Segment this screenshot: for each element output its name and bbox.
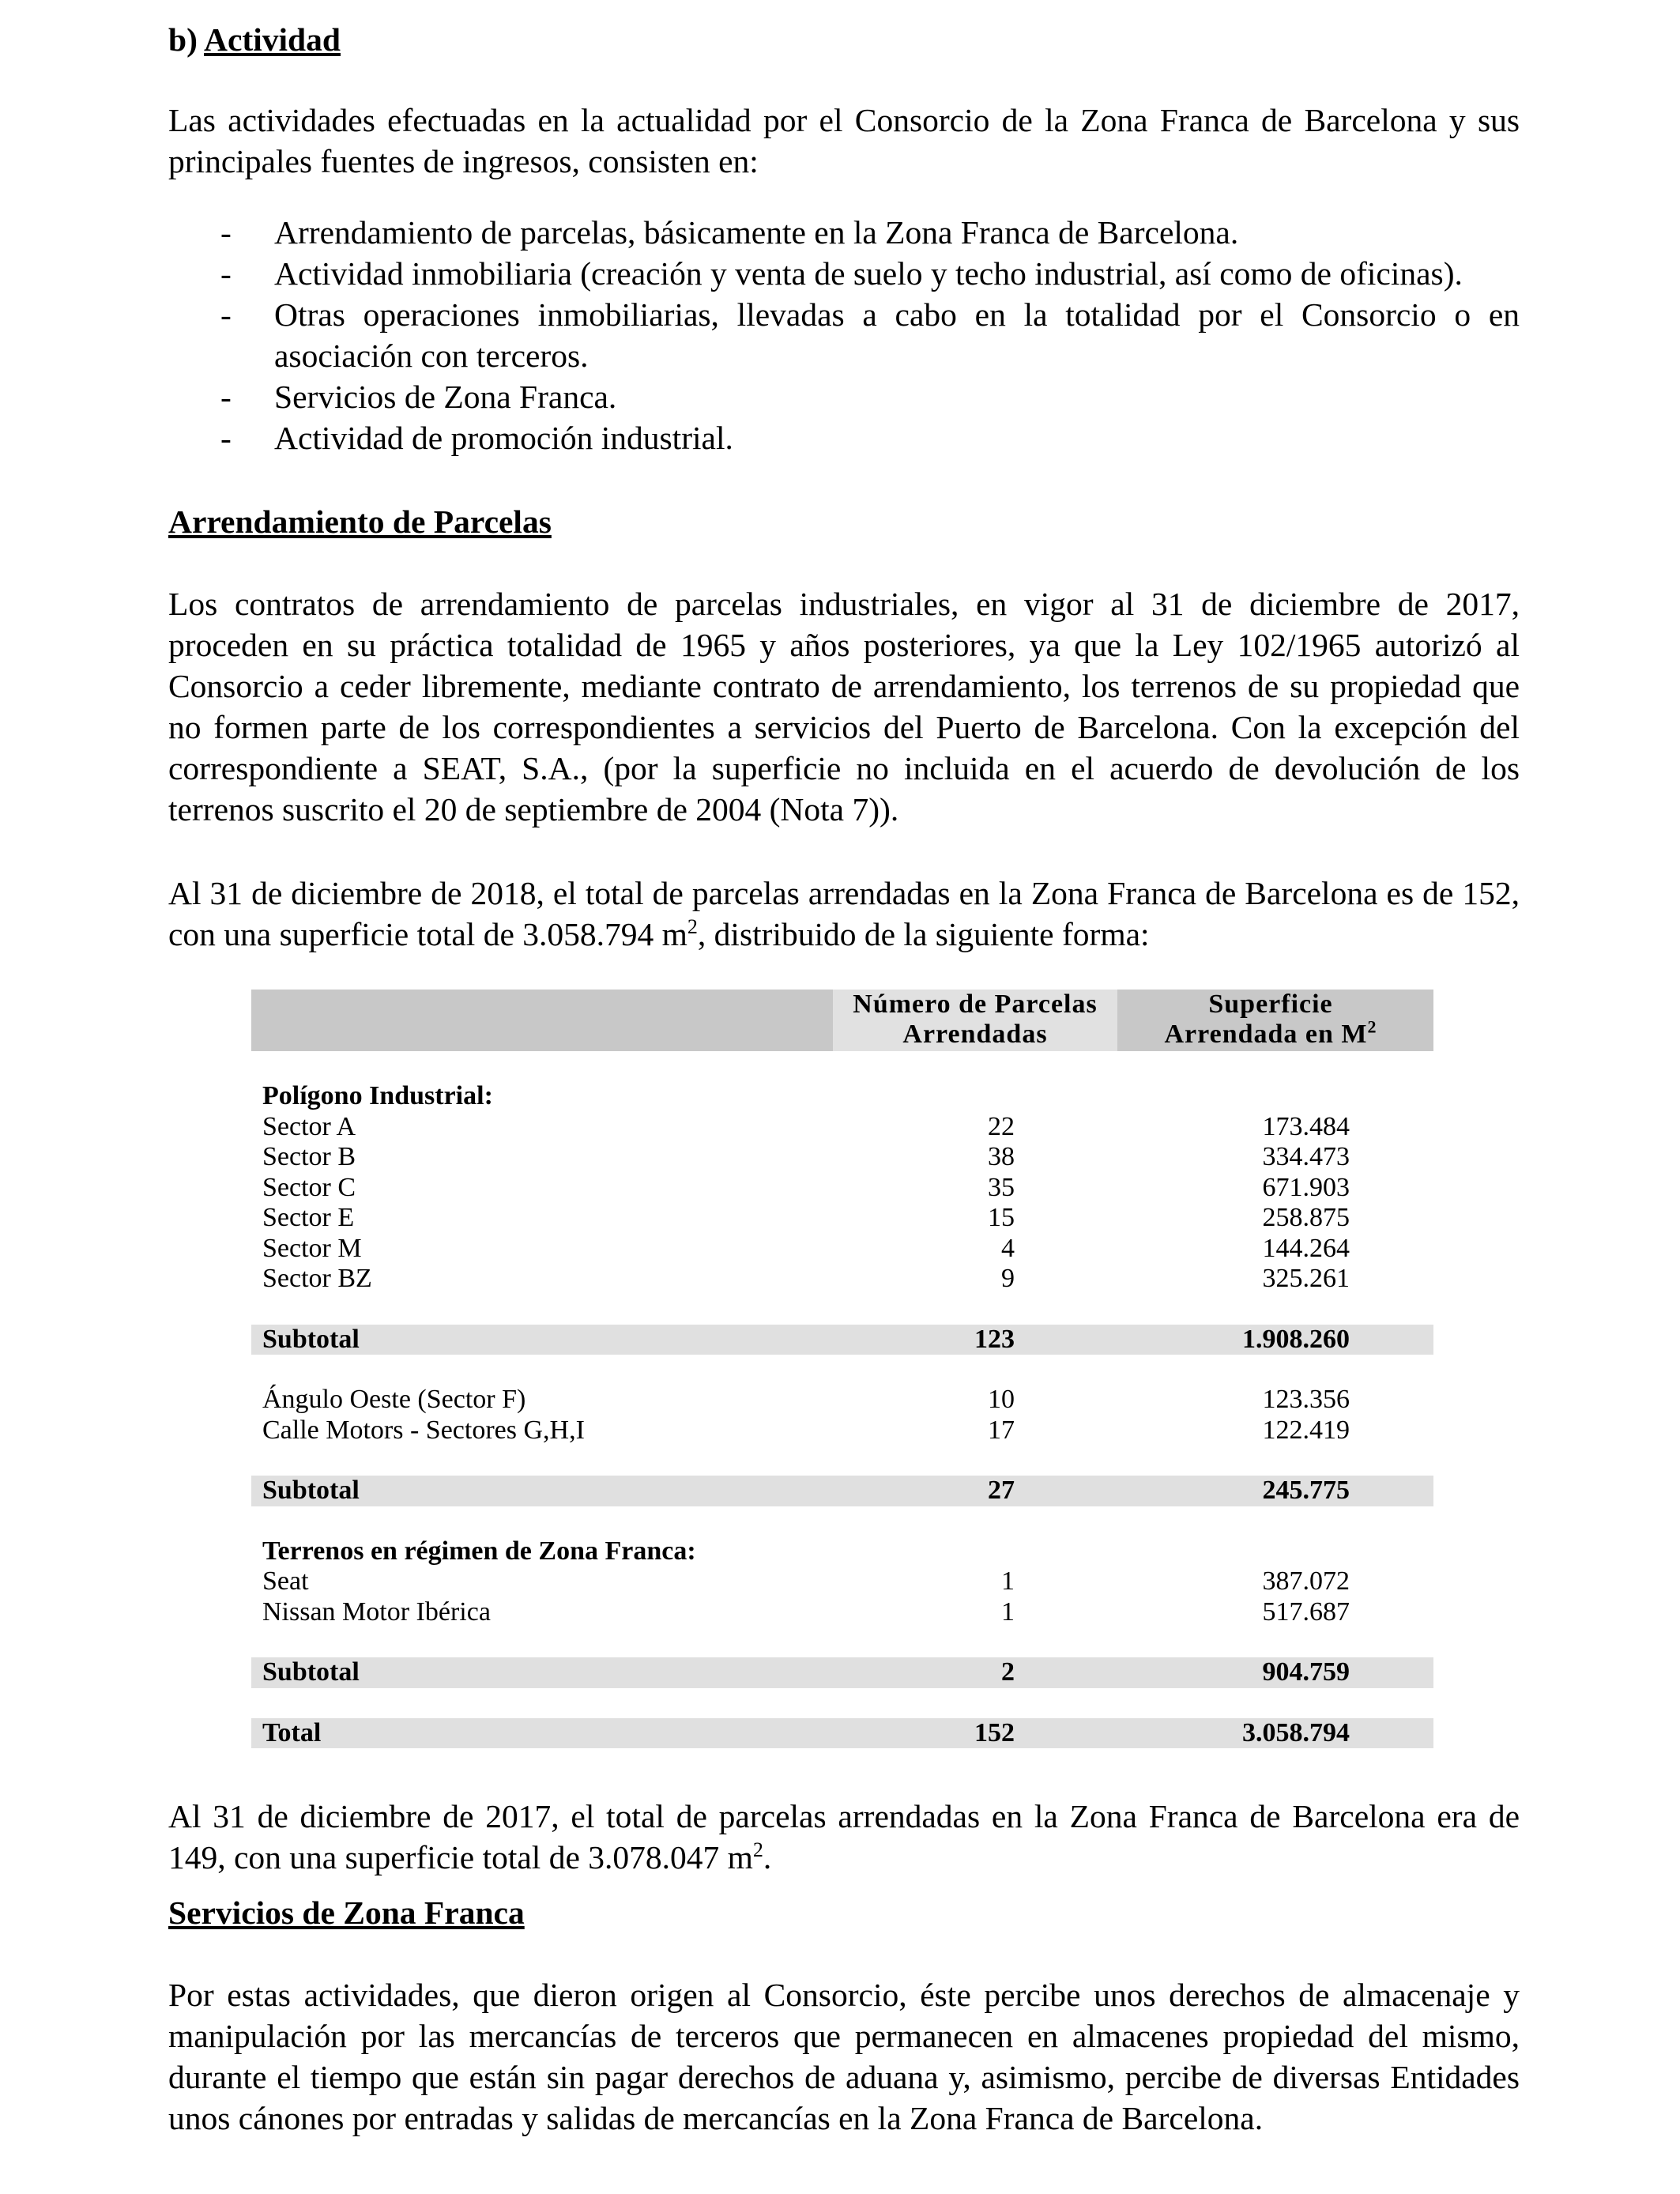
subtotal-row bbox=[251, 1657, 1433, 1688]
header-col2-line1: Superficie bbox=[1208, 990, 1333, 1019]
row-parcelas: 35 bbox=[988, 1172, 1015, 1202]
row-superficie: 334.473 bbox=[1262, 1142, 1350, 1171]
row-superficie: 123.356 bbox=[1262, 1385, 1350, 1414]
superscript: 2 bbox=[1367, 1016, 1377, 1037]
subtotal-row bbox=[251, 1476, 1433, 1506]
group-title: Terrenos en régimen de Zona Franca: bbox=[262, 1536, 696, 1566]
list-item: - Servicios de Zona Franca. bbox=[168, 376, 1520, 417]
list-item: - Actividad inmobiliaria (creación y venta de suelo y techo industrial, así como de oficinas). bbox=[168, 253, 1520, 294]
row-label: Subtotal bbox=[262, 1657, 360, 1687]
header-col1 bbox=[833, 990, 1117, 1050]
row-parcelas: 152 bbox=[974, 1717, 1015, 1747]
table-row bbox=[251, 1385, 1433, 1416]
table-row bbox=[251, 1234, 1433, 1265]
services-paragraph: Por estas actividades, que dieron origen al Consorcio, éste percibe unos derechos de almacenaje y manipulación por las mercancías de terceros que permanecen en almacenes propiedad del mismo, durante el tiempo que están sin pagar derechos de aduana y, asimismo, percibe de diversas Entidades unos cánones por entradas y salidas de mercancías en la Zona Franca de Barcelona. bbox=[168, 1977, 1520, 2136]
summary-2017-text: Al 31 de diciembre de 2017, el total de parcelas arrendadas en la Zona Franca de Barcelona era de 149, con una superficie total de 3.078.047 m bbox=[168, 1798, 1520, 1875]
row-label: Subtotal bbox=[262, 1324, 360, 1354]
row-label: Sector A bbox=[262, 1111, 356, 1141]
row-superficie: 517.687 bbox=[1262, 1596, 1350, 1627]
row-superficie: 904.759 bbox=[1262, 1657, 1350, 1687]
group-title-poligono bbox=[251, 1081, 1433, 1112]
row-parcelas: 17 bbox=[988, 1415, 1015, 1445]
table-row bbox=[251, 1112, 1433, 1143]
superscript: 2 bbox=[752, 1838, 763, 1862]
group1-rows bbox=[251, 1112, 1433, 1295]
row-superficie: 671.903 bbox=[1262, 1172, 1350, 1202]
row-superficie: 258.875 bbox=[1262, 1203, 1350, 1232]
header-col2-line2 bbox=[1121, 1016, 1421, 1050]
row-parcelas: 9 bbox=[1001, 1264, 1015, 1293]
header-col2-text: Arrendada en M bbox=[1164, 1020, 1368, 1049]
row-label: Calle Motors - Sectores G,H,I bbox=[262, 1415, 585, 1445]
row-parcelas: 38 bbox=[988, 1142, 1015, 1171]
superscript: 2 bbox=[687, 915, 698, 939]
group2-rows bbox=[251, 1385, 1433, 1446]
row-superficie: 245.775 bbox=[1262, 1476, 1350, 1505]
group3-rows bbox=[251, 1566, 1433, 1627]
activities-list bbox=[168, 212, 1520, 458]
table-row bbox=[251, 1264, 1433, 1295]
table-row bbox=[251, 1597, 1433, 1628]
row-parcelas: 2 bbox=[1001, 1657, 1015, 1687]
row-superficie: 387.072 bbox=[1262, 1566, 1350, 1596]
table-row bbox=[251, 1203, 1433, 1234]
header-col2 bbox=[1121, 990, 1421, 1050]
row-parcelas: 1 bbox=[1001, 1566, 1015, 1596]
section-heading-arrendamiento: Arrendamiento de Parcelas bbox=[168, 503, 552, 540]
table-row bbox=[251, 1416, 1433, 1446]
contracts-paragraph: Los contratos de arrendamiento de parcelas industriales, en vigor al 31 de diciembre de 2017, proceden en su práctica totalidad de 1965 y años posteriores, ya que la Ley 102/1965 autorizó al Consorcio a ceder libremente, mediante contrato de arrendamiento, los terrenos de su propiedad que no formen parte de los correspondientes a servicios del Puerto de Barcelona. Con la excepción del correspondiente a SEAT, S.A., (por la superficie no incluida en el acuerdo de devolución de los terrenos suscrito el 20 de septiembre de 2004 (Nota 7)). bbox=[168, 586, 1520, 827]
table-row bbox=[251, 1566, 1433, 1597]
row-parcelas: 15 bbox=[988, 1203, 1015, 1232]
row-label: Seat bbox=[262, 1566, 309, 1596]
heading-prefix: b) bbox=[168, 21, 198, 58]
section-heading-actividad bbox=[168, 19, 341, 60]
summary-2017-tail: . bbox=[763, 1839, 772, 1875]
group-title: Polígono Industrial: bbox=[262, 1081, 493, 1110]
heading-title: Actividad bbox=[204, 21, 341, 58]
row-superficie: 122.419 bbox=[1262, 1415, 1350, 1445]
parcels-table bbox=[251, 990, 1433, 1748]
row-label: Total bbox=[262, 1717, 322, 1747]
intro-paragraph: Las actividades efectuadas en la actualidad por el Consorcio de la Zona Franca de Barcelona y sus principales fuentes de ingresos, consisten en: bbox=[168, 102, 1520, 179]
table-header bbox=[251, 990, 1433, 1051]
table-row bbox=[251, 1142, 1433, 1173]
row-label: Sector BZ bbox=[262, 1264, 372, 1293]
row-label: Ángulo Oeste (Sector F) bbox=[262, 1385, 526, 1414]
row-parcelas: 123 bbox=[974, 1324, 1015, 1354]
list-item: - Actividad de promoción industrial. bbox=[168, 417, 1520, 458]
row-label: Sector E bbox=[262, 1203, 355, 1232]
row-parcelas: 1 bbox=[1001, 1596, 1015, 1627]
header-col1-line1: Número de Parcelas bbox=[853, 990, 1098, 1019]
row-superficie: 325.261 bbox=[1262, 1264, 1350, 1293]
row-superficie: 173.484 bbox=[1262, 1111, 1350, 1141]
row-superficie: 144.264 bbox=[1262, 1233, 1350, 1263]
row-superficie: 3.058.794 bbox=[1242, 1717, 1350, 1747]
row-parcelas: 27 bbox=[988, 1476, 1015, 1505]
row-parcelas: 22 bbox=[988, 1111, 1015, 1141]
header-col1-line2: Arrendadas bbox=[902, 1020, 1048, 1049]
section-heading-servicios: Servicios de Zona Franca bbox=[168, 1894, 525, 1931]
list-item: - Arrendamiento de parcelas, básicamente en la Zona Franca de Barcelona. bbox=[168, 212, 1520, 253]
row-label: Sector M bbox=[262, 1233, 362, 1263]
group-title-terrenos bbox=[251, 1536, 1433, 1567]
row-parcelas: 10 bbox=[988, 1385, 1015, 1414]
summary-2018-tail: , distribuido de la siguiente forma: bbox=[697, 916, 1150, 952]
row-label: Subtotal bbox=[262, 1476, 360, 1505]
summary-2018-paragraph bbox=[168, 873, 1520, 955]
row-label: Sector B bbox=[262, 1142, 356, 1171]
summary-2017-paragraph bbox=[168, 1796, 1520, 1878]
list-item: - Otras operaciones inmobiliarias, llevadas a cabo en la totalidad por el Consorcio o en asociación con terceros. bbox=[168, 294, 1520, 376]
row-parcelas: 4 bbox=[1001, 1233, 1015, 1263]
total-row bbox=[251, 1718, 1433, 1749]
row-superficie: 1.908.260 bbox=[1242, 1324, 1350, 1354]
table-row bbox=[251, 1173, 1433, 1204]
row-label: Nissan Motor Ibérica bbox=[262, 1596, 491, 1627]
summary-2018-text: Al 31 de diciembre de 2018, el total de parcelas arrendadas en la Zona Franca de Barcelona es de 152, con una superficie total de 3.058.794 m bbox=[168, 875, 1520, 952]
subtotal-row bbox=[251, 1325, 1433, 1355]
row-label: Sector C bbox=[262, 1172, 356, 1202]
